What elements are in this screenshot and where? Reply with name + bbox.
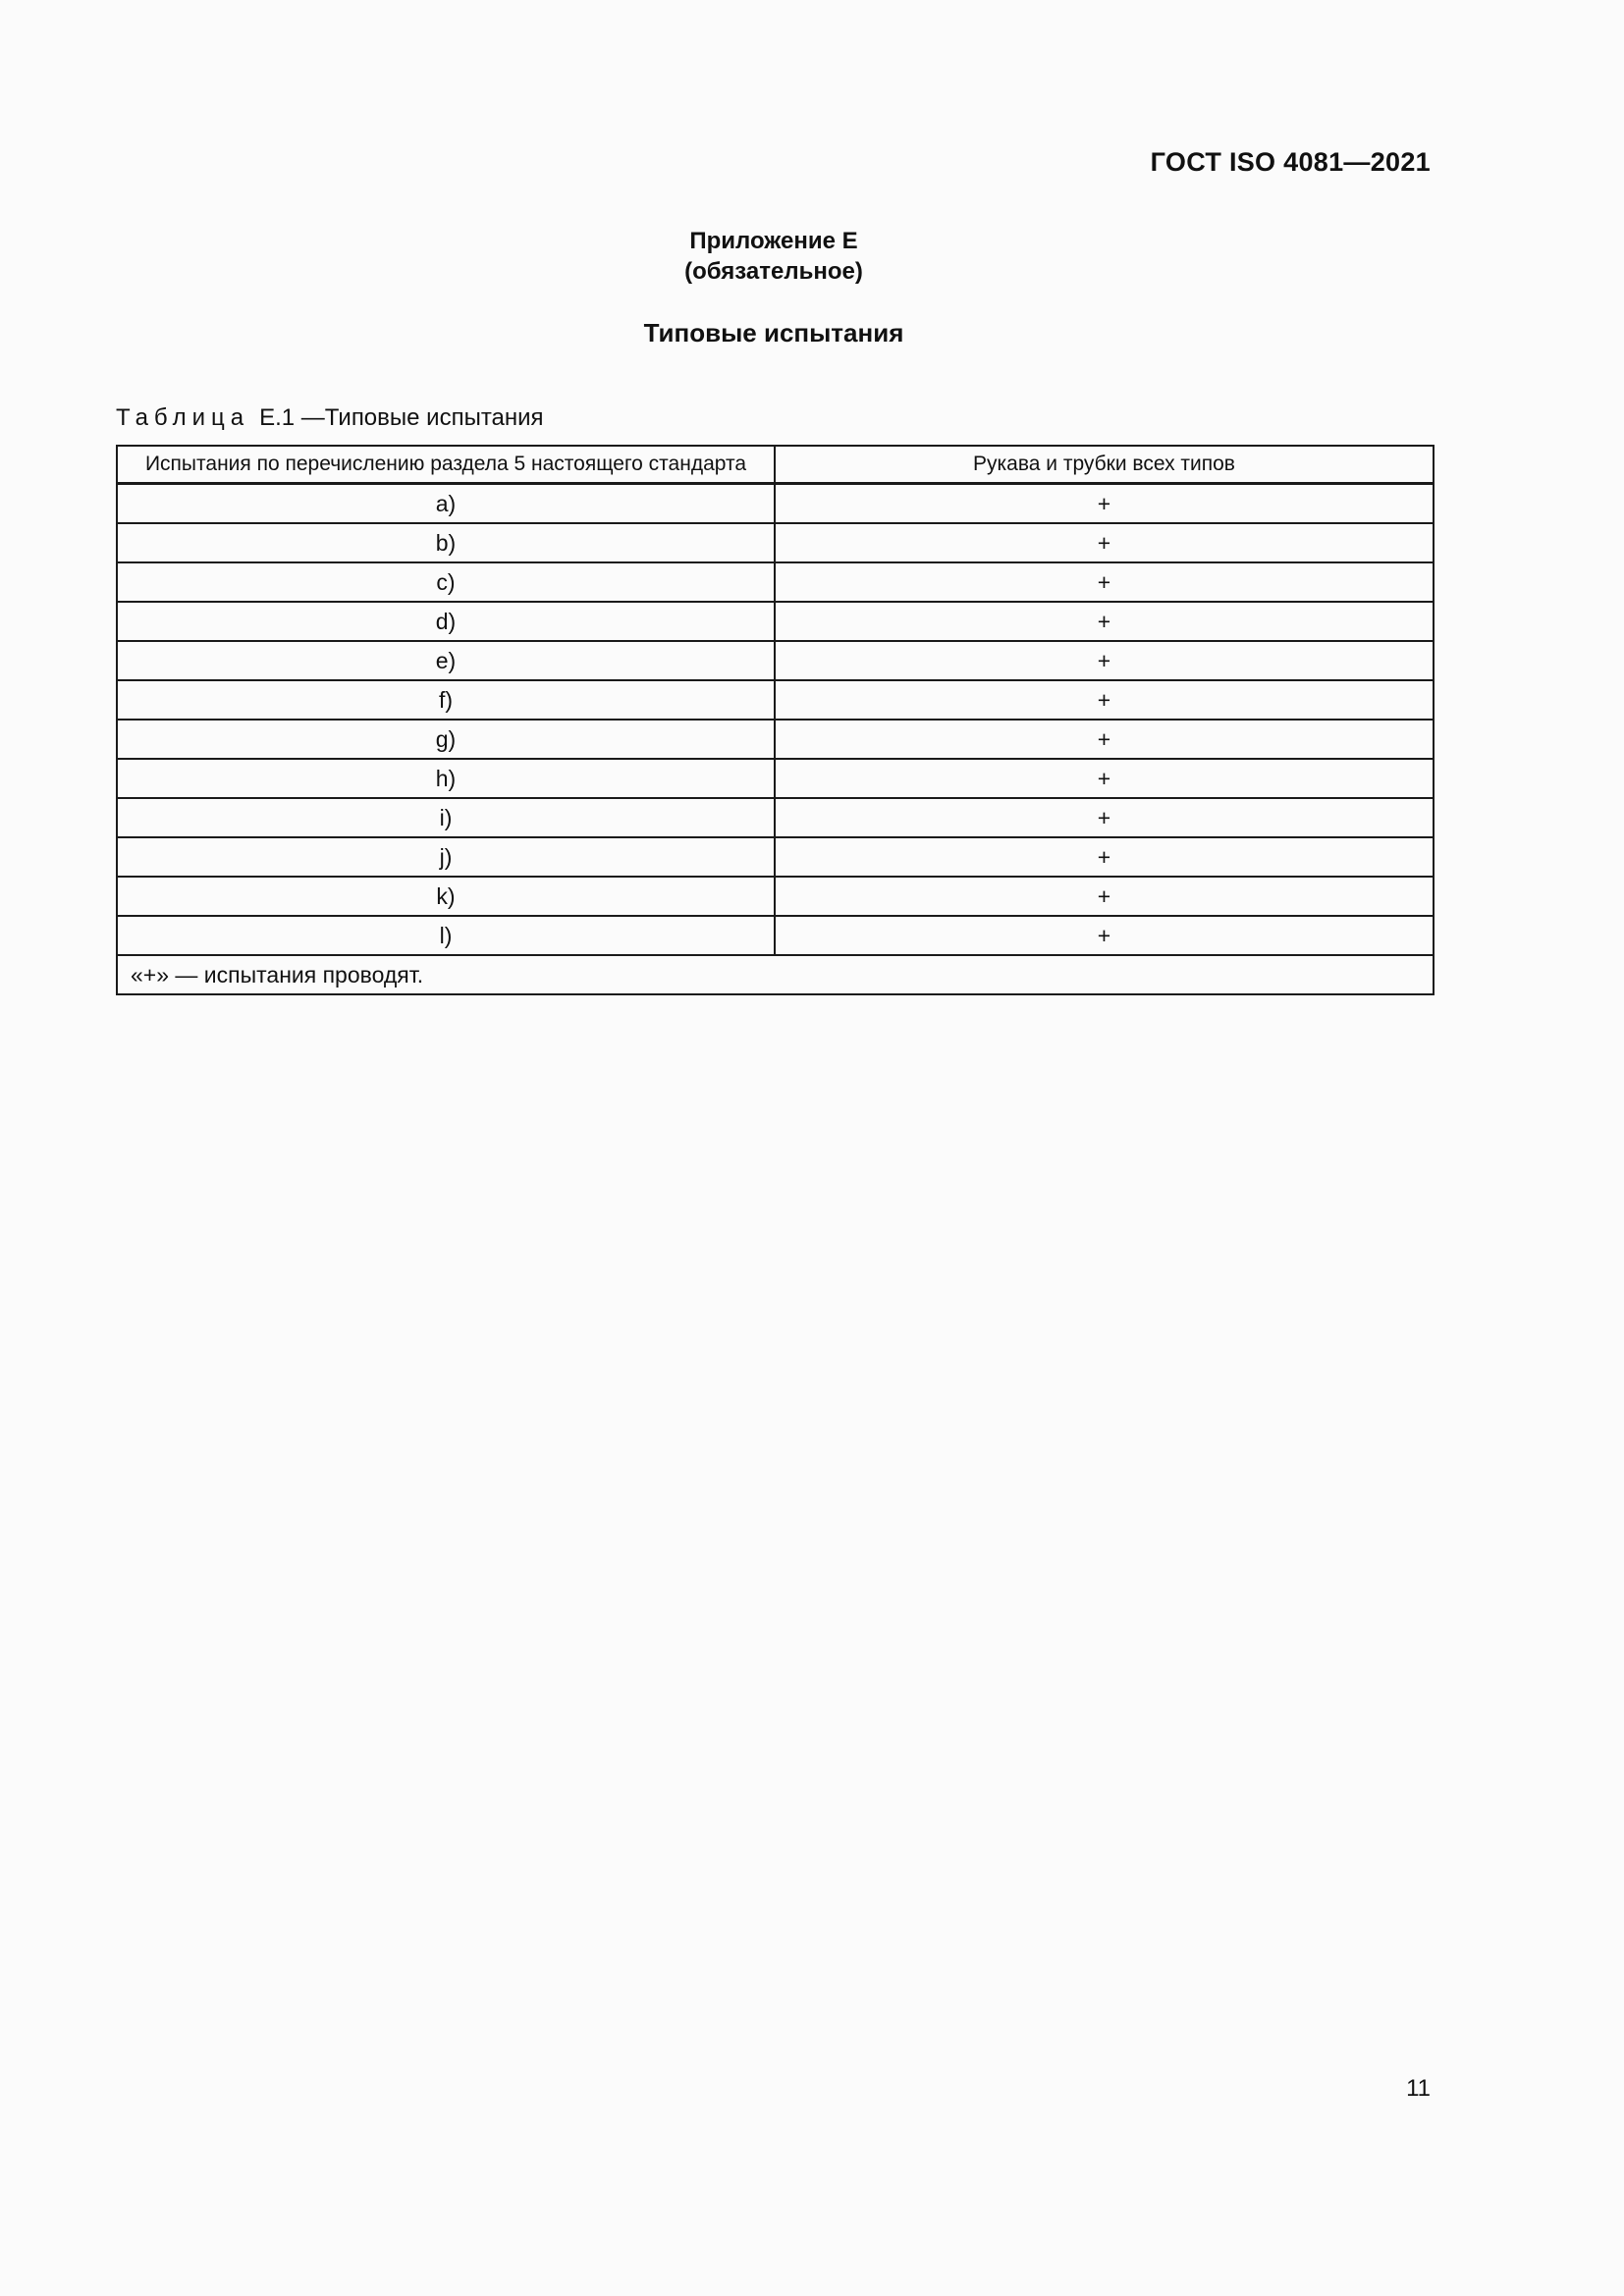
test-item-cell: l) <box>117 916 775 955</box>
test-item-cell: h) <box>117 759 775 798</box>
type-tests-table <box>116 445 1435 995</box>
annex-heading <box>0 226 1547 287</box>
table-caption <box>116 404 544 432</box>
table-row <box>117 484 1434 524</box>
table-row <box>117 759 1434 798</box>
table-row <box>117 602 1434 641</box>
test-item-cell: d) <box>117 602 775 641</box>
standard-code: ГОСТ ISO 4081—2021 <box>1150 147 1431 177</box>
table-row <box>117 641 1434 680</box>
test-mark-cell: + <box>775 523 1434 562</box>
table-row <box>117 877 1434 916</box>
table-row <box>117 798 1434 837</box>
table-caption-text: E.1 —Типовые испытания <box>259 404 544 431</box>
table-row <box>117 837 1434 877</box>
annex-status: (обязательное) <box>684 258 863 285</box>
test-item-cell: f) <box>117 680 775 720</box>
test-item-cell: g) <box>117 720 775 759</box>
table-caption-word: Таблица <box>116 404 250 431</box>
table-footnote-row <box>117 955 1434 994</box>
table-header-row <box>117 446 1434 484</box>
annex-title: Приложение E <box>689 228 858 254</box>
table-row <box>117 523 1434 562</box>
test-mark-cell: + <box>775 720 1434 759</box>
test-mark-cell: + <box>775 759 1434 798</box>
test-mark-cell: + <box>775 877 1434 916</box>
test-mark-cell: + <box>775 837 1434 877</box>
test-item-cell: c) <box>117 562 775 602</box>
table-row <box>117 680 1434 720</box>
test-item-cell: b) <box>117 523 775 562</box>
test-mark-cell: + <box>775 680 1434 720</box>
table-footnote: «+» — испытания проводят. <box>117 955 1434 994</box>
column-header-hoses: Рукава и трубки всех типов <box>775 446 1434 484</box>
test-mark-cell: + <box>775 916 1434 955</box>
table-row <box>117 562 1434 602</box>
column-header-tests: Испытания по перечислению раздела 5 настоящего стандарта <box>117 446 775 484</box>
page-number: 11 <box>1406 2075 1431 2102</box>
test-item-cell: i) <box>117 798 775 837</box>
test-mark-cell: + <box>775 798 1434 837</box>
test-item-cell: a) <box>117 484 775 524</box>
test-item-cell: e) <box>117 641 775 680</box>
test-mark-cell: + <box>775 562 1434 602</box>
table-row <box>117 916 1434 955</box>
test-item-cell: k) <box>117 877 775 916</box>
test-item-cell: j) <box>117 837 775 877</box>
test-mark-cell: + <box>775 484 1434 524</box>
test-mark-cell: + <box>775 641 1434 680</box>
test-mark-cell: + <box>775 602 1434 641</box>
table-row <box>117 720 1434 759</box>
section-title: Типовые испытания <box>643 318 904 347</box>
